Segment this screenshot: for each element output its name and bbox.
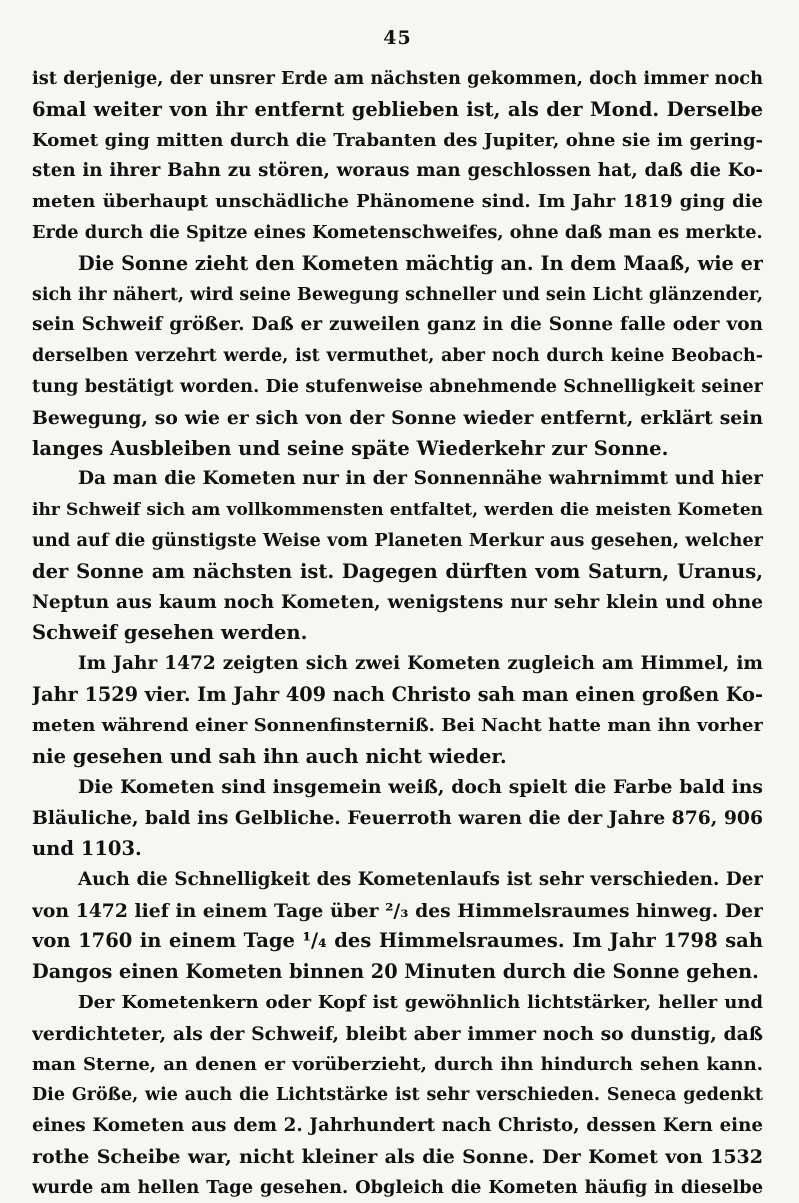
text-line: Komet ging mitten durch die Trabanten des Jupiter, ohne sie im gering-: [32, 129, 763, 151]
text-line: Bewegung, so wie er sich von der Sonne wieder entfernt, erklärt sein: [32, 406, 763, 429]
text-line: Im Jahr 1472 zeigten sich zwei Kometen zugleich am Himmel, im: [78, 653, 763, 675]
text-line: Neptun aus kaum noch Kometen, wenigstens nur sehr klein und ohne: [32, 591, 763, 613]
text-line: und 1103.: [32, 836, 142, 860]
text-line: Jahr 1529 vier. Im Jahr 409 nach Christo sah man einen großen Ko-: [32, 682, 763, 706]
body-text: [32, 64, 763, 1203]
text-line: von 1760 in einem Tage ¹/₄ des Himmelsraumes. Im Jahr 1798 sah: [32, 929, 763, 953]
text-line: rothe Scheibe war, nicht kleiner als die Sonne. Der Komet von 1532: [32, 1145, 763, 1168]
text-line: verdichteter, als der Schweif, bleibt aber immer noch so dunstig, daß: [32, 1022, 763, 1045]
text-line: Dangos einen Kometen binnen 20 Minuten durch die Sonne gehen.: [32, 960, 759, 984]
text-line: Da man die Kometen nur in der Sonnennähe wahrnimmt und hier: [78, 468, 763, 490]
text-line: sein Schweif größer. Daß er zuweilen ganz in die Sonne falle oder von: [32, 314, 763, 336]
text-line: Die Kometen sind insgemein weiß, doch spielt die Farbe bald ins: [78, 776, 763, 799]
text-line: Schweif gesehen werden.: [32, 621, 308, 645]
text-line: Auch die Schnelligkeit des Kometenlaufs ist sehr verschieden. Der: [78, 868, 763, 890]
text-line: Die Größe, wie auch die Lichtstärke ist sehr verschieden. Seneca gedenkt: [32, 1085, 763, 1106]
text-line: tung bestätigt worden. Die stufenweise abnehmende Schnelligkeit seiner: [32, 375, 763, 397]
text-line: Die Sonne zieht den Kometen mächtig an. In dem Maaß, wie er: [78, 251, 763, 275]
text-line: von 1472 lief in einem Tage über ²/₃ des Himmelsraumes hinweg. Der: [32, 899, 763, 922]
text-line: Bläuliche, bald ins Gelbliche. Feuerroth waren die der Jahre 876, 906: [32, 807, 763, 830]
text-line: langes Ausbleiben und seine späte Wiederkehr zur Sonne.: [32, 436, 669, 460]
text-line: meten während einer Sonnenfinsterniß. Bei Nacht hatte man ihn vorher: [32, 714, 763, 736]
text-line: der Sonne am nächsten ist. Dagegen dürften vom Saturn, Uranus,: [32, 559, 763, 583]
text-line: 6mal weiter von ihr entfernt geblieben ist, als der Mond. Derselbe: [32, 97, 763, 121]
text-line: und auf die günstigste Weise vom Planeten Merkur aus gesehen, welcher: [32, 529, 763, 551]
text-line: ihr Schweif sich am vollkommensten entfaltet, werden die meisten Kometen: [32, 500, 763, 521]
text-line: nie gesehen und sah ihn auch nicht wieder.: [32, 744, 507, 768]
text-line: Der Kometenkern oder Kopf ist gewöhnlich lichtstärker, heller und: [78, 991, 763, 1013]
text-line: sten in ihrer Bahn zu stören, woraus man geschlossen hat, daß die Ko-: [32, 160, 763, 182]
text-line: sich ihr nähert, wird seine Bewegung schneller und sein Licht glänzender,: [32, 284, 763, 305]
text-line: derselben verzehrt werde, ist vermuthet, aber noch durch keine Beobach-: [32, 346, 763, 367]
text-line: man Sterne, an denen er vorüberzieht, durch ihn hindurch sehen kann.: [32, 1053, 763, 1075]
text-line: eines Kometen aus dem 2. Jahrhundert nach Christo, dessen Kern eine: [32, 1115, 763, 1137]
text-line: wurde am hellen Tage gesehen. Obgleich die Kometen häufig in dieselbe: [32, 1176, 763, 1198]
page-number: 45: [383, 27, 412, 49]
text-line: meten überhaupt unschädliche Phänomene sind. Im Jahr 1819 ging die: [32, 191, 763, 213]
text-line: Erde durch die Spitze eines Kometenschweifes, ohne daß man es merkte.: [32, 221, 763, 243]
text-line: ist derjenige, der unsrer Erde am nächsten gekommen, doch immer noch: [32, 68, 763, 89]
